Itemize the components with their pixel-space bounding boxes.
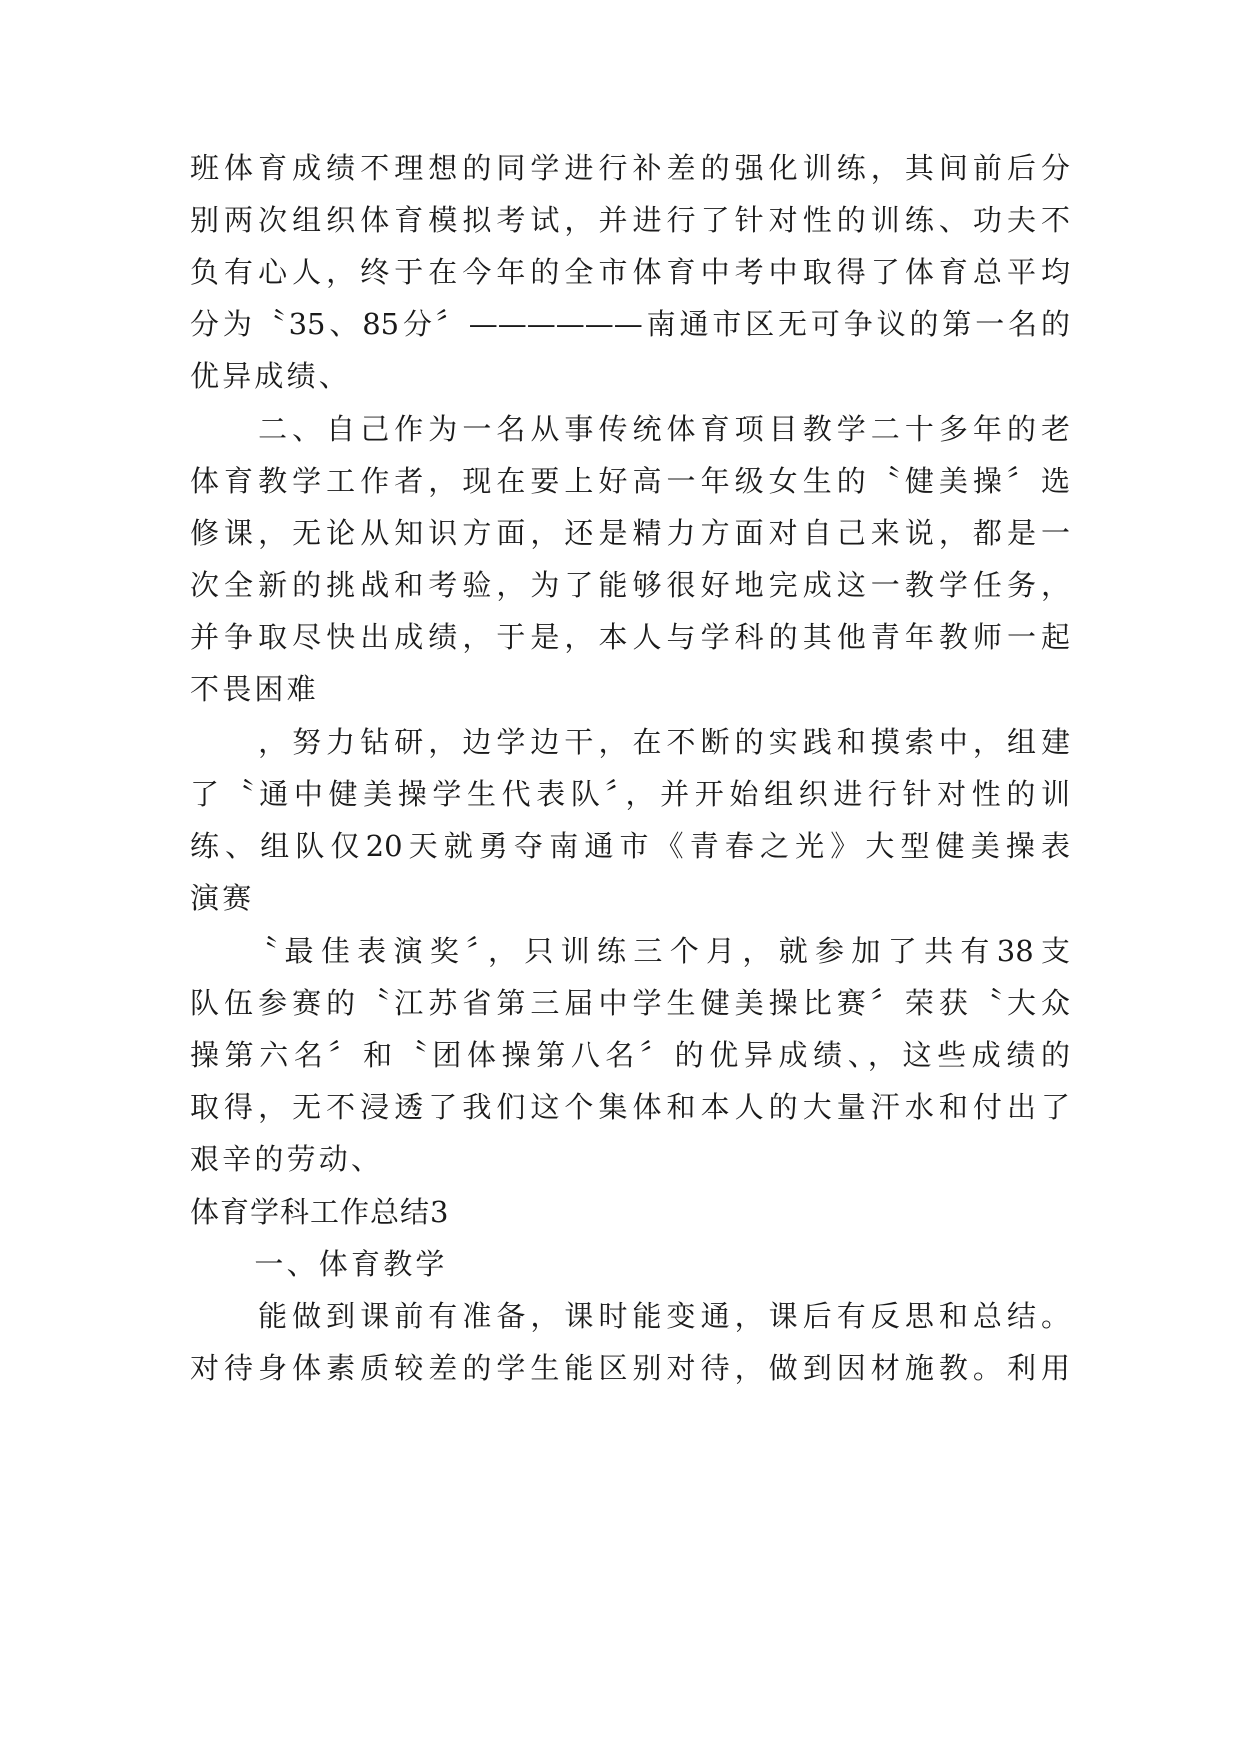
text-line: 负有心人，终于在今年的全市体育中考中取得了体育总平均 — [190, 255, 1070, 289]
text-line: 队伍参赛的〝江苏省第三届中学生健美操比赛〞荣获〝大众 — [190, 986, 1070, 1020]
text-line: ，努力钻研，边学边干，在不断的实践和摸索中，组建 — [190, 725, 1070, 759]
text-line: 〝最佳表演奖〞，只训练三个月，就参加了共有38支 — [190, 934, 1070, 968]
text-line: 分为〝35、85分〞——————南通市区无可争议的第一名的 — [190, 307, 1070, 341]
text-line: 次全新的挑战和考验，为了能够很好地完成这一教学任务， — [190, 568, 1070, 602]
text-line: 二、自己作为一名从事传统体育项目教学二十多年的老 — [190, 412, 1070, 446]
text-line: 艰辛的劳动、 — [190, 1142, 384, 1176]
section-heading: 体育学科工作总结3 — [190, 1195, 450, 1229]
text-line: 体育教学工作者，现在要上好高一年级女生的〝健美操〞选 — [190, 464, 1070, 498]
text-line: 能做到课前有准备，课时能变通，课后有反思和总结。 — [190, 1299, 1070, 1333]
text-line: 了〝通中健美操学生代表队〞，并开始组织进行针对性的训 — [190, 777, 1070, 811]
text-line: 取得，无不浸透了我们这个集体和本人的大量汗水和付出了 — [190, 1090, 1070, 1124]
text-line: 操第六名〞和〝团体操第八名〞的优异成绩、，这些成绩的 — [190, 1038, 1070, 1072]
text-line: 对待身体素质较差的学生能区别对待，做到因材施教。利用 — [190, 1351, 1070, 1385]
text-line: 班体育成绩不理想的同学进行补差的强化训练，其间前后分 — [190, 151, 1070, 185]
text-line: 不畏困难 — [190, 672, 319, 706]
text-line: 优异成绩、 — [190, 359, 352, 393]
text-line: 别两次组织体育模拟考试，并进行了针对性的训练、功夫不 — [190, 203, 1070, 237]
subsection-heading: 一、体育教学 — [190, 1247, 448, 1281]
text-line: 并争取尽快出成绩，于是，本人与学科的其他青年教师一起 — [190, 620, 1070, 654]
text-line: 修课，无论从知识方面，还是精力方面对自己来说，都是一 — [190, 516, 1070, 550]
text-line: 演赛 — [190, 881, 255, 915]
text-line: 练、组队仅20天就勇夺南通市《青春之光》大型健美操表 — [190, 829, 1070, 863]
